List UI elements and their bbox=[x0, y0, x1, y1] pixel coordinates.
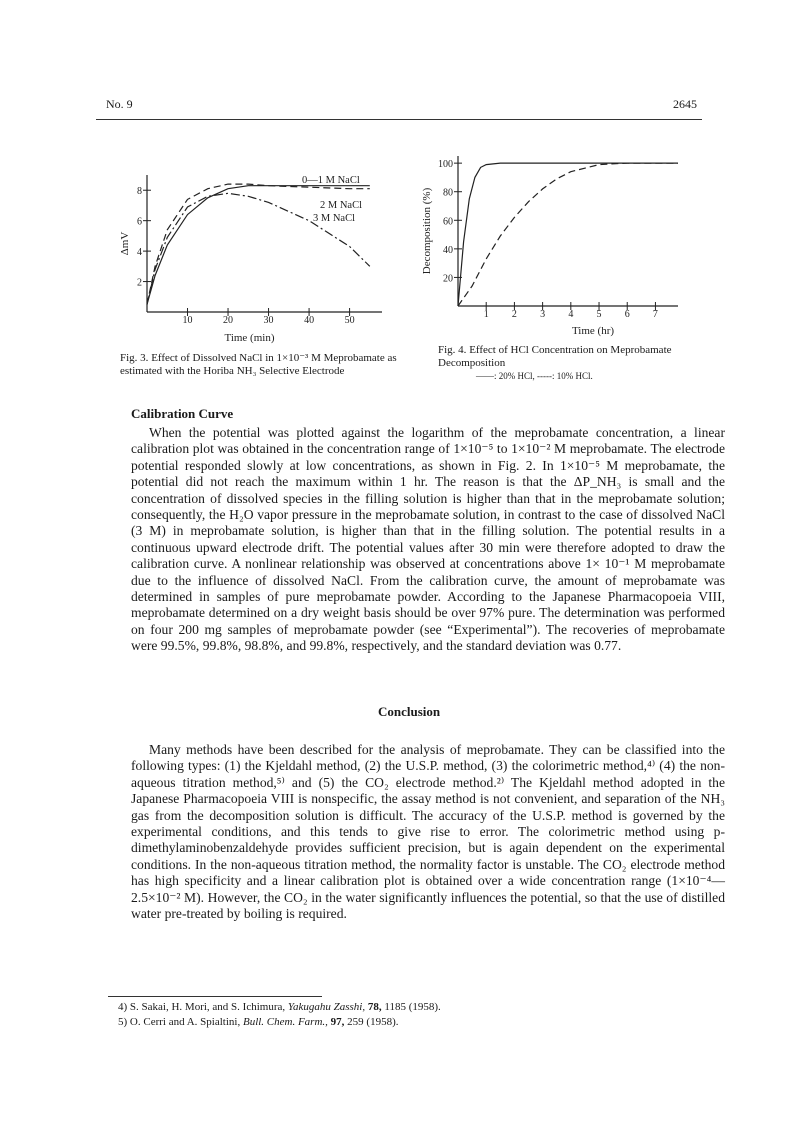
x-tick-label: 1 bbox=[483, 309, 489, 320]
section-heading-calibration-curve: Calibration Curve bbox=[131, 406, 234, 421]
figure-3-caption bbox=[120, 352, 410, 378]
y-axis-label: ΔmV bbox=[119, 231, 131, 256]
figure-4-caption-label: Fig. 4. bbox=[438, 344, 467, 356]
series-label: 2 M NaCl bbox=[320, 200, 362, 211]
y-tick-label: 8 bbox=[137, 186, 142, 198]
series-label: 3 M NaCl bbox=[313, 213, 355, 224]
y-axis-label: Decomposition (%) bbox=[421, 187, 433, 275]
x-tick-label: 7 bbox=[652, 309, 658, 320]
x-tick-label: 50 bbox=[344, 315, 355, 326]
x-tick-label: 2 bbox=[511, 309, 517, 320]
footnote-authors: O. Cerri and A. Spialtini, bbox=[129, 1016, 241, 1028]
figure-4-caption bbox=[438, 344, 708, 383]
footnote-journal: Bull. Chem. Farm., bbox=[242, 1016, 328, 1028]
series-line-2 bbox=[458, 163, 678, 306]
y-tick-label: 4 bbox=[137, 247, 142, 259]
x-axis-label: Time (min) bbox=[224, 332, 275, 344]
x-tick-label: 4 bbox=[568, 309, 574, 320]
y-tick-label: 100 bbox=[438, 159, 453, 171]
section-heading-conclusion: Conclusion bbox=[378, 704, 441, 719]
footnote-rule bbox=[108, 996, 322, 997]
series-label: 0—1 M NaCl bbox=[302, 175, 360, 186]
x-tick-label: 30 bbox=[263, 315, 274, 326]
figure-4-chart bbox=[418, 148, 703, 343]
x-tick-label: 20 bbox=[223, 315, 234, 326]
footnote-volume: 78, bbox=[367, 1001, 382, 1013]
footnote-number: 4) bbox=[118, 1001, 128, 1013]
footnote-pages: 259 (1958). bbox=[347, 1016, 399, 1028]
y-tick-label: 60 bbox=[443, 216, 453, 228]
footnote-4 bbox=[118, 1001, 441, 1013]
footnote-volume: 97, bbox=[330, 1016, 345, 1028]
x-tick-label: 10 bbox=[182, 315, 193, 326]
figure-3-caption-label: Fig. 3. bbox=[120, 352, 149, 364]
figure-3 bbox=[120, 170, 405, 400]
footnote-authors: S. Sakai, H. Mori, and S. Ichimura, bbox=[129, 1001, 286, 1013]
y-tick-label: 6 bbox=[137, 216, 142, 228]
paragraph-calibration-curve: When the potential was plotted against the logarithm of the meprobamate concentration, a linear calibration plot was obtained in the concentration range of 1×10⁻⁵ to 1×10⁻² M meprobamate. The electrode potential responded slowly at low concentrations, as shown in Fig. 2. In 1×10⁻⁵ M meprobamate, the potential did not reach the maximum within 1 hr. The reason is that the ΔP_NH₃ is small and the concentration of dissolved species in the filling solution is higher than that in the meprobamate solution; consequently, the H₂O vapor pressure in the meprobamate solution, in contrast to the case of dissolved NaCl (3 M) in meprobamate solution, is higher than that in the filling solution. The potential results in a continuous upward electrode drift. The potential values after 30 min were therefore adopted to draw the calibration curve. A nonlinear relationship was observed at concentrations above 1× 10⁻¹ M meprobamate due to the influence of dissolved NaCl. From the calibration curve, the amount of meprobamate was determined in samples of pure meprobamate powder. According to the Japanese Pharmacopoeia VIII, meprobamate determined on a dry weight basis should be over 97% pure. The determination was performed on four 200 mg samples of meprobamate powder (see “Experimental”). The recoveries of meprobamate were 99.5%, 99.8%, 98.8%, and 99.8%, respectively, and the standard deviation was 0.77. bbox=[131, 425, 725, 654]
figure-4-legend: ——: 20% HCl, -----: 10% HCl. bbox=[476, 371, 593, 381]
figure-3-chart bbox=[120, 170, 405, 350]
footnote-journal: Yakugahu Zasshi, bbox=[287, 1001, 366, 1013]
x-tick-label: 3 bbox=[540, 309, 546, 320]
x-tick-label: 6 bbox=[624, 309, 630, 320]
y-tick-label: 80 bbox=[443, 187, 453, 199]
running-header-issue: No. 9 bbox=[106, 97, 133, 111]
header-rule bbox=[96, 119, 702, 120]
series-line-1 bbox=[458, 163, 678, 306]
footnote-5 bbox=[118, 1016, 399, 1028]
x-axis-label: Time (hr) bbox=[571, 325, 615, 337]
running-header-page-number: 2645 bbox=[673, 97, 697, 111]
figure-4-caption-text: Effect of HCl Concentration on Meprobamate Decomposition bbox=[438, 344, 672, 369]
figure-4 bbox=[418, 148, 703, 400]
paragraph-conclusion: Many methods have been described for the analysis of meprobamate. They can be classified into the following types: (1) the Kjeldahl method, (2) the U.S.P. method, (3) the colorimetric method,⁴⁾ (4) the non-aqueous titration method,⁵⁾ and (5) the CO₂ electrode method.²⁾ The Kjeldahl method adopted in the Japanese Pharmacopoeia VIII is nonspecific, the assay method is not convenient, and separation of the NH₃ gas from the decomposition solution is difficult. The accuracy of the U.S.P. method is governed by the experimental conditions, and this tends to give rise to error. The colorimetric method using p-dimethylaminobenzaldehyde provides sufficient precision, but is again dependent on the experimental conditions. In the non-aqueous titration method, the normality factor is unstable. The CO₂ electrode method has high specificity and a linear calibration plot is obtained over a wide concentration range (1×10⁻⁴—2.5×10⁻² M). However, the CO₂ in the water significantly influences the potential, so that the use of distilled water pre-treated by boiling is required. bbox=[131, 742, 725, 922]
y-tick-label: 20 bbox=[443, 273, 453, 285]
footnote-pages: 1185 (1958). bbox=[384, 1001, 441, 1013]
y-tick-label: 40 bbox=[443, 244, 453, 256]
x-tick-label: 5 bbox=[596, 309, 602, 320]
footnote-number: 5) bbox=[118, 1016, 128, 1028]
x-tick-label: 40 bbox=[304, 315, 315, 326]
figure-3-caption-text: Effect of Dissolved NaCl in 1×10⁻³ M Meprobamate as estimated with the Horiba NH₃ Selective Electrode bbox=[120, 352, 397, 377]
y-tick-label: 2 bbox=[137, 277, 142, 289]
